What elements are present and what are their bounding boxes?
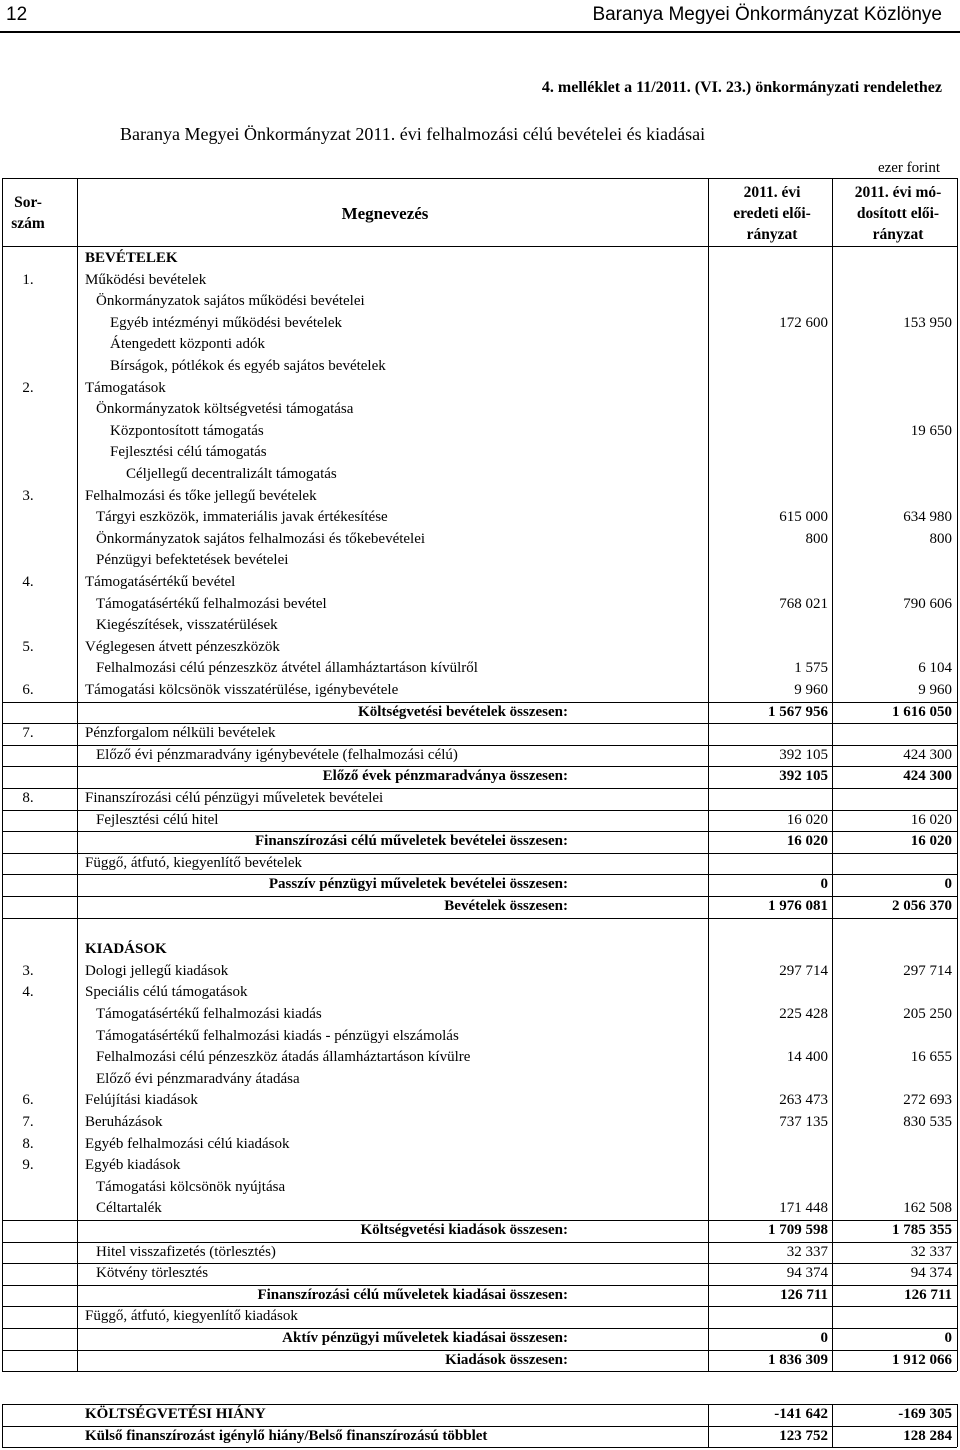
row-label: Véglegesen átvett pénzeszközök xyxy=(85,638,280,655)
table-row xyxy=(0,961,960,982)
row-label: Passzív pénzügyi műveletek bevételei összesen: xyxy=(268,876,568,893)
table-row xyxy=(0,939,960,960)
table-bottom-border xyxy=(2,1371,957,1372)
row-label: Előző évi pénzmaradvány igénybevétele (felhalmozási célú) xyxy=(96,746,458,763)
footer-value-original: -141 642 xyxy=(774,1406,828,1422)
table-row xyxy=(0,356,960,377)
row-label: Támogatási kölcsönök visszatérülése, igénybevétele xyxy=(85,682,399,698)
row-label: Önkormányzatok költségvetési támogatása xyxy=(96,401,354,418)
table-row xyxy=(0,702,960,723)
value-original: 0 xyxy=(820,1330,828,1346)
value-modified: 424 300 xyxy=(903,768,952,785)
row-number: 4. xyxy=(22,574,34,590)
table-row xyxy=(0,529,960,550)
value-original: 1 836 309 xyxy=(768,1351,828,1368)
value-original: 392 105 xyxy=(779,768,828,785)
value-original: 768 021 xyxy=(779,595,828,612)
value-modified: 19 650 xyxy=(910,422,952,439)
table-row xyxy=(0,1242,960,1263)
value-modified: 32 337 xyxy=(910,1243,952,1260)
row-label: BEVÉTELEK xyxy=(85,250,178,266)
row-label: Kötvény törlesztés xyxy=(96,1265,209,1282)
table-row xyxy=(0,788,960,809)
value-modified: 1 616 050 xyxy=(892,703,952,720)
value-modified: 162 508 xyxy=(903,1200,952,1217)
value-original: 1 976 081 xyxy=(768,898,828,914)
value-original: 737 135 xyxy=(779,1114,828,1130)
table-row xyxy=(0,442,960,463)
row-label: Bevételek összesen: xyxy=(444,898,568,914)
table-row xyxy=(0,1069,960,1090)
value-original: 32 337 xyxy=(786,1243,828,1260)
row-number: 1. xyxy=(22,271,34,288)
value-modified: 790 606 xyxy=(903,595,952,612)
row-label: Költségvetési bevételek összesen: xyxy=(358,703,568,720)
value-original: 225 428 xyxy=(779,1006,828,1022)
row-label: Átengedett központi adók xyxy=(110,336,265,353)
row-number: 8. xyxy=(22,790,34,806)
row-label: Önkormányzatok sajátos működési bevételei xyxy=(96,293,365,310)
value-modified: 0 xyxy=(944,876,952,893)
value-modified: 272 693 xyxy=(903,1092,952,1109)
value-original: 14 400 xyxy=(786,1049,828,1066)
table-row xyxy=(0,334,960,355)
row-label: Költségvetési kiadások összesen: xyxy=(360,1222,568,1238)
value-original: 94 374 xyxy=(786,1265,828,1282)
page-header xyxy=(0,0,960,32)
row-label: Finanszírozási célú pénzügyi műveletek bevételei xyxy=(85,790,384,806)
value-modified: 205 250 xyxy=(903,1006,952,1022)
table-row xyxy=(0,1306,960,1327)
row-label: Működési bevételek xyxy=(85,271,207,288)
table-row xyxy=(0,810,960,831)
value-modified: 94 374 xyxy=(910,1265,952,1282)
row-label: Tárgyi eszközök, immateriális javak értékesítése xyxy=(96,509,388,526)
value-modified: 2 056 370 xyxy=(892,898,952,914)
table-row xyxy=(0,615,960,636)
column-header-modified: 2011. évi mó- dosított elői- rányzat xyxy=(854,184,942,243)
value-original: 126 711 xyxy=(780,1286,828,1303)
table-top-border xyxy=(2,178,957,179)
table-row xyxy=(0,874,960,895)
value-original: 297 714 xyxy=(779,962,828,979)
row-number: 3. xyxy=(22,962,34,979)
table-row xyxy=(0,1220,960,1241)
row-number: 6. xyxy=(22,1092,34,1109)
value-modified: 16 655 xyxy=(910,1049,952,1066)
row-label: Támogatások xyxy=(85,379,166,396)
row-label: Finanszírozási célú műveletek kiadásai összesen: xyxy=(257,1286,568,1303)
value-modified: 800 xyxy=(929,530,952,547)
value-modified: 153 950 xyxy=(903,314,952,331)
value-modified: 16 020 xyxy=(910,811,952,828)
table-row xyxy=(0,766,960,787)
row-label: Függő, átfutó, kiegyenlítő kiadások xyxy=(85,1308,298,1325)
footer-label: KÖLTSÉGVETÉSI HIÁNY xyxy=(85,1406,266,1422)
value-modified: 424 300 xyxy=(903,746,952,763)
row-label: Pénzforgalom nélküli bevételek xyxy=(85,725,276,742)
row-number: 2. xyxy=(22,379,34,396)
table-row xyxy=(0,1026,960,1047)
table-row xyxy=(0,896,960,917)
column-header-original: 2011. évi eredeti elői- rányzat xyxy=(733,184,811,243)
value-modified: 9 960 xyxy=(918,682,952,698)
row-label: Finanszírozási célú műveletek bevételei összesen: xyxy=(255,833,568,850)
row-label: Speciális célú támogatások xyxy=(85,984,248,1001)
value-original: 1 567 956 xyxy=(768,703,828,720)
value-modified: 1 912 066 xyxy=(892,1351,952,1368)
unit-label: ezer forint xyxy=(877,160,940,176)
row-number: 5. xyxy=(22,638,34,655)
footer-row xyxy=(0,1426,960,1447)
table-row xyxy=(0,1112,960,1133)
row-label: Felújítási kiadások xyxy=(85,1092,198,1109)
table-row xyxy=(0,658,960,679)
row-label: Kiegészítések, visszatérülések xyxy=(96,617,278,634)
footer-value-original: 123 752 xyxy=(779,1427,828,1444)
table-row xyxy=(0,291,960,312)
value-modified: 830 535 xyxy=(903,1114,952,1130)
row-label: Támogatásértékű bevétel xyxy=(85,574,236,590)
table-row xyxy=(0,853,960,874)
value-original: 16 020 xyxy=(786,811,828,828)
table-row xyxy=(0,1198,960,1219)
row-number: 7. xyxy=(22,1114,34,1130)
row-label: Beruházások xyxy=(85,1114,163,1130)
table-row xyxy=(0,1285,960,1306)
row-label: Egyéb kiadások xyxy=(85,1157,181,1174)
footer-value-modified: -169 305 xyxy=(898,1406,952,1422)
table-row xyxy=(0,723,960,744)
value-original: 800 xyxy=(805,530,828,547)
table-row xyxy=(0,378,960,399)
footer-value-modified: 128 284 xyxy=(903,1427,952,1444)
value-original: 392 105 xyxy=(779,746,828,763)
table-row xyxy=(0,594,960,615)
row-label: Felhalmozási és tőke jellegű bevételek xyxy=(85,487,317,504)
table-row xyxy=(0,1090,960,1111)
row-number: 9. xyxy=(22,1157,34,1174)
column-header-no: Sor- szám xyxy=(11,194,45,232)
footer-row xyxy=(0,1404,960,1425)
row-label: Egyéb felhalmozási célú kiadások xyxy=(85,1135,290,1152)
table-row xyxy=(0,421,960,442)
column-header-name: Megnevezés xyxy=(341,204,429,223)
table-row xyxy=(0,637,960,658)
footer-label: Külső finanszírozást igénylő hiány/Belső finanszírozású többlet xyxy=(85,1427,488,1444)
value-original: 9 960 xyxy=(794,682,828,698)
header-bottom-border xyxy=(2,246,957,247)
table-row xyxy=(0,486,960,507)
row-label: Előző évek pénzmaradványa összesen: xyxy=(322,768,568,785)
row-label: Függő, átfutó, kiegyenlítő bevételek xyxy=(85,854,303,871)
footer-bottom-border xyxy=(2,1447,957,1448)
table-row xyxy=(0,313,960,334)
publication-title: Baranya Megyei Önkormányzat Közlönye xyxy=(592,4,942,25)
row-label: Céltartalék xyxy=(96,1200,162,1217)
row-label: Bírságok, pótlékok és egyéb sajátos bevételek xyxy=(110,358,386,374)
value-modified: 6 104 xyxy=(918,660,952,677)
table-row xyxy=(0,831,960,852)
value-original: 1 575 xyxy=(794,660,828,677)
value-original: 615 000 xyxy=(779,509,828,526)
row-label: Egyéb intézményi működési bevételek xyxy=(110,314,343,331)
table-row xyxy=(0,1004,960,1025)
table-row xyxy=(0,1134,960,1155)
value-original: 172 600 xyxy=(779,314,828,331)
value-original: 171 448 xyxy=(779,1200,828,1217)
page-number: 12 xyxy=(6,4,28,25)
table-row xyxy=(0,1047,960,1068)
value-original: 263 473 xyxy=(779,1092,828,1109)
value-original: 16 020 xyxy=(786,833,828,850)
row-label: Pénzügyi befektetések bevételei xyxy=(96,552,289,569)
value-modified: 126 711 xyxy=(904,1286,952,1303)
row-label: Felhalmozási célú pénzeszköz átadás államháztartáson kívülre xyxy=(96,1049,471,1066)
value-modified: 297 714 xyxy=(903,962,952,979)
row-label: Támogatásértékű felhalmozási kiadás - pénzügyi elszámolás xyxy=(96,1027,459,1044)
table-row xyxy=(0,1350,960,1371)
row-number: 6. xyxy=(22,682,34,698)
document-title: Baranya Megyei Önkormányzat 2011. évi felhalmozási célú bevételei és kiadásai xyxy=(120,124,706,144)
row-label: Támogatásértékű felhalmozási bevétel xyxy=(96,595,327,612)
table-row xyxy=(0,464,960,485)
table-row xyxy=(0,550,960,571)
row-label: Hitel visszafizetés (törlesztés) xyxy=(96,1243,276,1260)
row-label: Támogatási kölcsönök nyújtása xyxy=(96,1178,286,1195)
table-row xyxy=(0,745,960,766)
table-row xyxy=(0,982,960,1003)
row-label: Dologi jellegű kiadások xyxy=(85,962,229,979)
annex-title: 4. melléklet a 11/2011. (VI. 23.) önkormányzati rendelethez xyxy=(541,79,942,96)
header-rule xyxy=(0,31,960,33)
value-modified: 16 020 xyxy=(910,833,952,850)
row-label: Felhalmozási célú pénzeszköz átvétel államháztartáson kívülről xyxy=(96,660,478,677)
row-number: 7. xyxy=(22,725,34,742)
row-label: Fejlesztési célú hitel xyxy=(96,811,219,828)
table-row xyxy=(0,270,960,291)
table-row xyxy=(0,572,960,593)
value-modified: 634 980 xyxy=(903,509,952,526)
table-row xyxy=(0,918,960,939)
table-row xyxy=(0,399,960,420)
value-modified: 1 785 355 xyxy=(892,1222,952,1238)
row-number: 8. xyxy=(22,1135,34,1152)
row-number: 4. xyxy=(22,984,34,1001)
table-row xyxy=(0,1155,960,1176)
row-label: Támogatásértékű felhalmozási kiadás xyxy=(96,1006,322,1022)
row-label: Aktív pénzügyi műveletek kiadásai összesen: xyxy=(282,1330,568,1346)
value-modified: 0 xyxy=(944,1330,952,1346)
value-original: 0 xyxy=(820,876,828,893)
table-row xyxy=(0,680,960,701)
row-label: Önkormányzatok sajátos felhalmozási és tőkebevételei xyxy=(96,530,426,547)
row-label: Központosított támogatás xyxy=(110,422,264,439)
row-label: Céljellegű decentralizált támogatás xyxy=(126,466,337,482)
row-label: KIADÁSOK xyxy=(85,941,167,958)
value-original: 1 709 598 xyxy=(768,1222,828,1238)
table-row xyxy=(0,1328,960,1349)
table-row xyxy=(0,1177,960,1198)
row-number: 3. xyxy=(22,487,34,504)
table-row xyxy=(0,507,960,528)
table-row xyxy=(0,248,960,269)
table-row xyxy=(0,1263,960,1284)
row-label: Előző évi pénzmaradvány átadása xyxy=(96,1070,300,1087)
row-label: Fejlesztési célú támogatás xyxy=(110,444,267,461)
row-label: Kiadások összesen: xyxy=(445,1351,568,1368)
